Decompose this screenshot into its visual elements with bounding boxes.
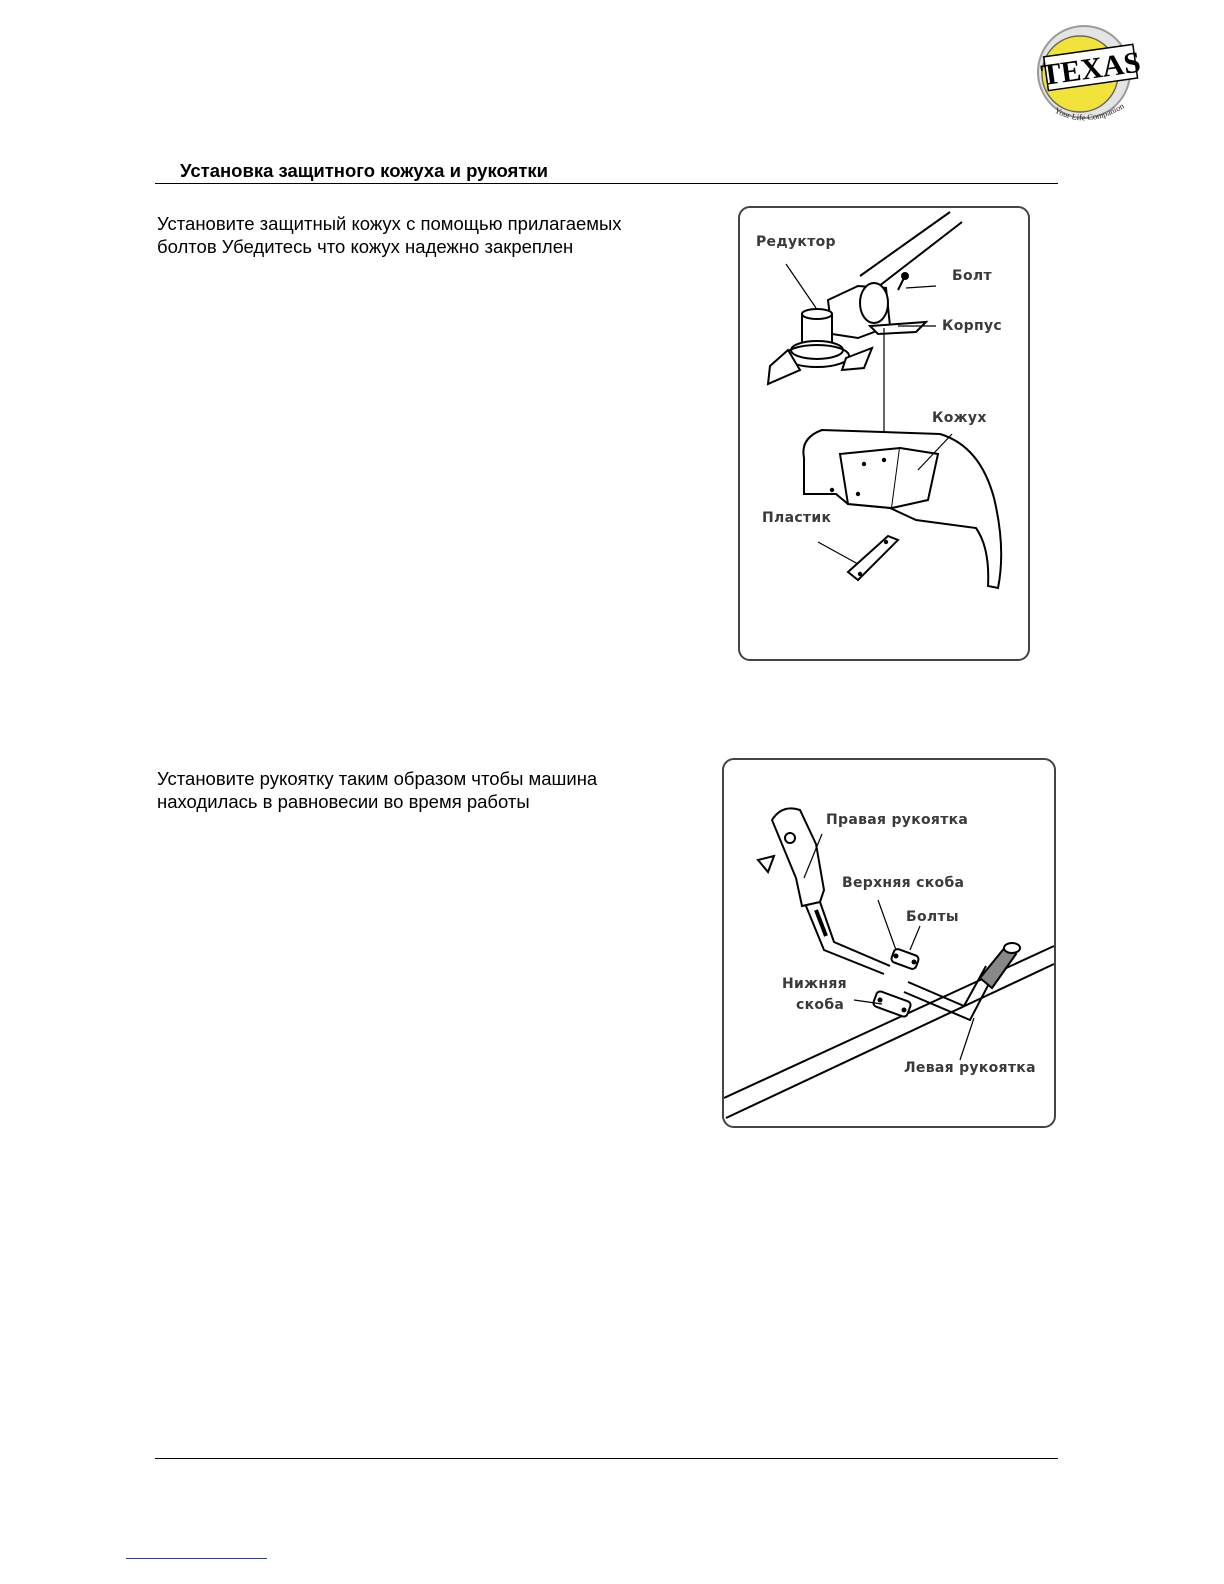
paragraph-line: Установите защитный кожух с помощью прилагаемых [157, 213, 622, 234]
paragraph-handle [157, 767, 597, 813]
bottom-rule [155, 1458, 1058, 1459]
svg-text:Your Life Companion: Your Life Companion [1053, 100, 1126, 123]
label-bolts: Болты [906, 909, 959, 925]
svg-text:TEXAS: TEXAS [1038, 45, 1140, 93]
label-left-handle: Левая рукоятка [904, 1060, 1036, 1076]
label-lower-bracket-line1: Нижняя [782, 976, 847, 992]
texas-logo [1034, 20, 1140, 132]
label-reducer: Редуктор [756, 234, 836, 250]
label-upper-bracket: Верхняя скоба [842, 875, 965, 891]
figure-handle-installation [722, 758, 1056, 1128]
paragraph-guard [157, 212, 622, 258]
top-rule [155, 183, 1058, 184]
figure-guard-installation [738, 206, 1030, 661]
section-title: Установка защитного кожуха и рукоятки [180, 160, 549, 181]
footer-link-underline [126, 1558, 267, 1559]
label-plastic: Пластик [762, 510, 832, 526]
paragraph-line: болтов Убедитесь что кожух надежно закреплен [157, 236, 574, 257]
label-right-handle: Правая рукоятка [826, 812, 969, 828]
label-lower-bracket-line2: скоба [796, 997, 845, 1013]
paragraph-line: Установите рукоятку таким образом чтобы машина [157, 768, 598, 789]
paragraph-line: находилась в равновесии во время работы [157, 791, 530, 812]
label-housing: Корпус [942, 318, 1002, 334]
label-bolt: Болт [952, 268, 992, 284]
label-guard: Кожух [932, 410, 987, 426]
